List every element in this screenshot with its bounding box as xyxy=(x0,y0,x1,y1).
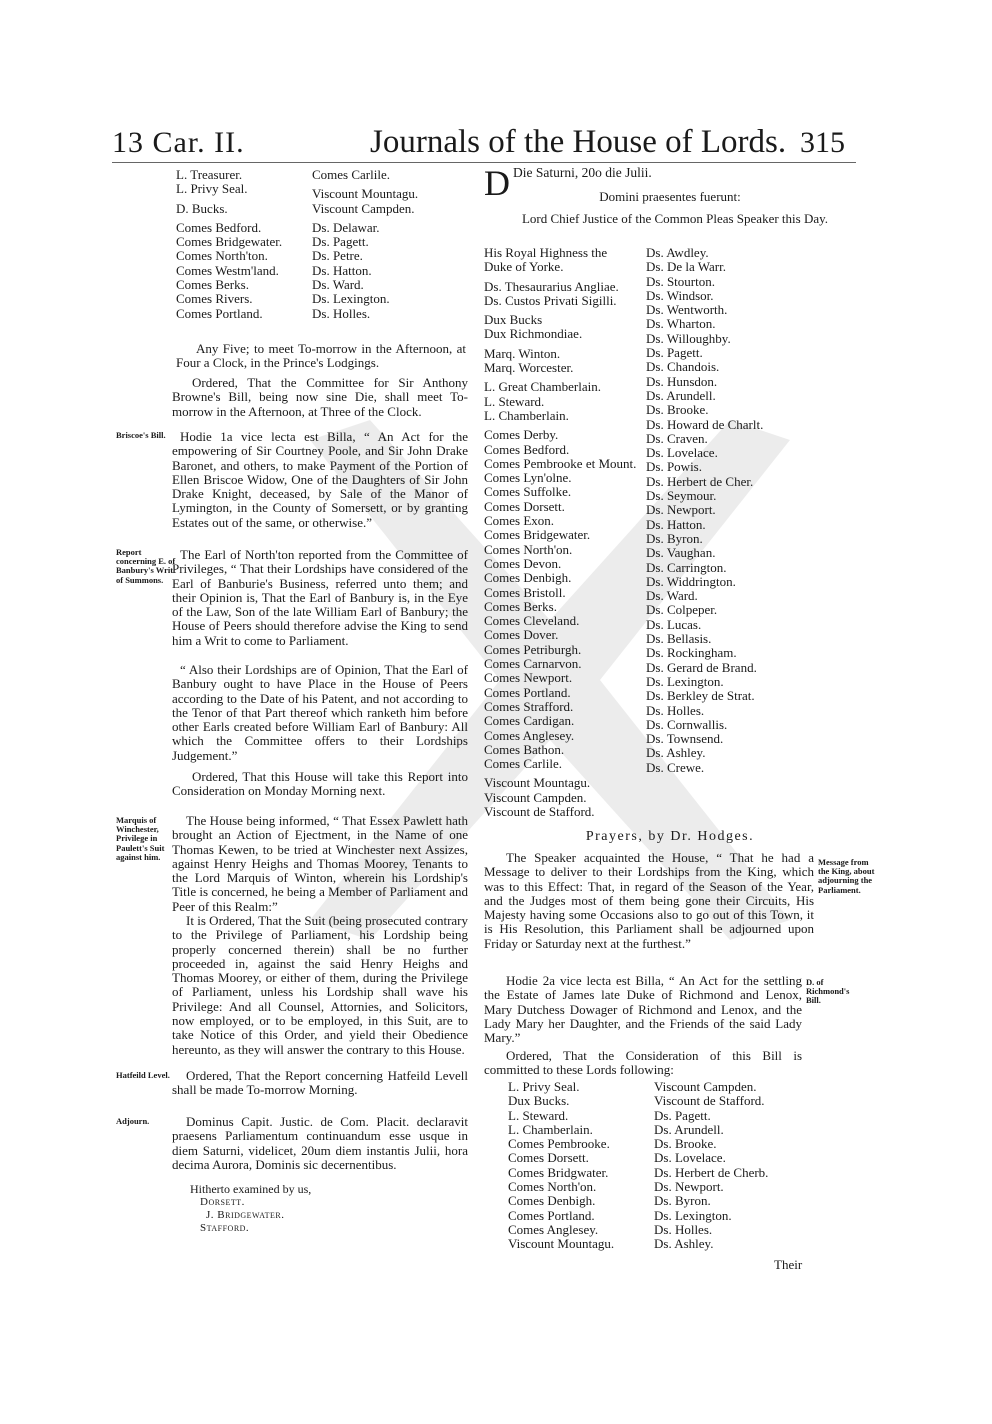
lord-present: Viscount Mountagu. xyxy=(484,775,591,791)
committee-member: Ds. Byron. xyxy=(654,1193,711,1209)
lord-present: Ds. Craven. xyxy=(646,430,708,446)
committee-member: Comes North'ton. xyxy=(176,248,268,264)
lord-present: Comes Bridgewater. xyxy=(484,527,591,543)
lord-present: L. Chamberlain. xyxy=(484,407,569,423)
lord-present: Marq. Worcester. xyxy=(484,360,574,376)
lord-present: Viscount de Stafford. xyxy=(484,803,595,819)
lord-present: Ds. Willoughby. xyxy=(646,330,731,346)
committee-member: Comes Berks. xyxy=(176,277,249,293)
lord-present: Comes Bedford. xyxy=(484,441,570,457)
lord-present: Comes Cleveland. xyxy=(484,613,580,629)
catchword: Their xyxy=(774,1257,803,1272)
signature: Stafford. xyxy=(200,1222,250,1234)
committee-member: Comes North'on. xyxy=(508,1179,597,1195)
ordered-browne-paragraph: Ordered, That the Committee for Sir Anthony Browne's Bill, being now sine Die, shall meet To-morrow in the Afternoon, at Three of the Clock. xyxy=(172,375,468,419)
margin-note-richmond: D. of Richmond's Bill. xyxy=(806,977,850,1006)
lord-present: Dux Richmondiae. xyxy=(484,326,583,342)
lord-present: Ds. Ward. xyxy=(646,588,698,604)
lord-present: Ds. De la Warr. xyxy=(646,259,726,275)
lord-present: Viscount Campden. xyxy=(484,789,587,805)
committee-member: D. Bucks. xyxy=(176,200,228,216)
lord-present: Comes Dover. xyxy=(484,627,559,643)
committee-member: Ds. Arundell. xyxy=(654,1121,724,1137)
committee-member: Comes Portland. xyxy=(508,1207,595,1223)
lord-present: Ds. Awdley. xyxy=(646,245,709,260)
lord-present: Ds. Holles. xyxy=(646,702,705,718)
committee-member: L. Chamberlain. xyxy=(508,1121,593,1137)
lord-present: Comes Petriburgh. xyxy=(484,641,582,657)
committee-member: Comes Bedford. xyxy=(176,219,262,235)
lord-present: Ds. Brooke. xyxy=(646,402,709,418)
committee-member: Comes Carlile. xyxy=(312,167,390,182)
signatures xyxy=(200,1196,400,1235)
lords-present-list-a xyxy=(484,246,644,819)
committee-member: Comes Westm'land. xyxy=(176,262,279,278)
lord-present: Comes Suffolke. xyxy=(484,484,572,500)
lord-present: Ds. Wharton. xyxy=(646,316,716,332)
lord-present: Comes Portland. xyxy=(484,684,571,700)
committee-member: Viscount Campden. xyxy=(654,1079,757,1094)
committee-member: Ds. Lexington. xyxy=(312,291,390,307)
committee-member: Comes Pembrooke. xyxy=(508,1136,610,1152)
running-head-title: Journals of the House of Lords. xyxy=(370,124,787,160)
committee-member: L. Privy Seal. xyxy=(508,1079,580,1094)
lord-present: Dux Bucks xyxy=(484,312,543,328)
prayers-heading: Prayers, by Dr. Hodges. xyxy=(585,829,755,844)
signature: J. Bridgewater. xyxy=(206,1209,285,1221)
page-number: 315 xyxy=(800,126,845,159)
lord-present: Comes Anglesey. xyxy=(484,727,575,743)
committee-member: Ds. Lovelace. xyxy=(654,1150,726,1166)
committee-member: Comes Anglesey. xyxy=(508,1221,599,1237)
committee-member: Ds. Hatton. xyxy=(312,262,372,278)
date-line: Die Saturni, 20o die Julii. xyxy=(513,165,652,180)
committee-member: Comes Bridgewater. xyxy=(176,234,283,250)
committee-member: Ds. Pagett. xyxy=(312,234,369,250)
margin-note-winchester: Marquis of Winchester, Privilege in Paulett's Suit against him. xyxy=(116,815,165,862)
lord-present: Comes Devon. xyxy=(484,555,562,571)
committee-list-c xyxy=(508,1080,648,1252)
drop-cap: D xyxy=(484,163,510,203)
lord-present: Ds. Wentworth. xyxy=(646,302,728,318)
lord-present: Comes Derby. xyxy=(484,427,559,443)
committee-member: L. Steward. xyxy=(508,1107,569,1123)
lord-present: Ds. Colpeper. xyxy=(646,602,718,618)
house-informed-paragraph: The House being informed, “ That Essex Pawlett hath brought an Action of Ejectment, in the Name of one Thomas Kewen, to be tried at Winchester next Assizes, against Henry Heighs and Thomas Moorey, Tenants to the Lord Marquis of Winton, wherein his Lordship's Title is concerned, he being a Member of Parliament and Peer of this Realm:” xyxy=(172,813,468,914)
committee-member: Comes Bridgwater. xyxy=(508,1164,609,1180)
lord-present: Ds. Powis. xyxy=(646,459,702,475)
committee-list-a xyxy=(176,168,306,321)
committee-member: Comes Denbigh. xyxy=(508,1193,596,1209)
speaker-line: Lord Chief Justice of the Common Pleas Speaker this Day. xyxy=(521,211,829,226)
committee-member: L. Treasurer. xyxy=(176,167,243,182)
speaker-acquainted-paragraph: The Speaker acquainted the House, “ That he had a Message to deliver to their Lordships from the King, which was to this Effect: That, in regard of the Season of the Year, and the Judges most of them being gone their Circuits, His Majesty having some Occasions also to go out of this Town, it is His Resolution, this Parliament shall be adjourned upon Friday or Saturday next at the furthest.” xyxy=(484,850,814,951)
lord-present: Comes Carnarvon. xyxy=(484,656,582,672)
lord-present: Ds. Lovelace. xyxy=(646,445,718,461)
lord-present: Ds. Cornwallis. xyxy=(646,716,728,732)
lord-present: Ds. Townsend. xyxy=(646,731,724,747)
committee-member: Ds. Newport. xyxy=(654,1179,724,1195)
committee-list-b xyxy=(312,168,462,321)
committee-member: Viscount Mountagu. xyxy=(312,186,419,202)
any-five-paragraph: Any Five; to meet To-morrow in the Afternoon, at Four a Clock, in the Prince's Lodgings. xyxy=(176,341,466,371)
lord-present: Ds. Byron. xyxy=(646,530,703,546)
lord-present: Ds. Thesaurarius Angliae. xyxy=(484,278,619,294)
lord-present: L. Great Chamberlain. xyxy=(484,379,601,395)
lord-present: Ds. Chandois. xyxy=(646,359,720,375)
committee-member: Viscount de Stafford. xyxy=(654,1093,765,1109)
lord-present: Ds. Seymour. xyxy=(646,488,717,504)
lord-present: Comes Bathon. xyxy=(484,741,565,757)
lord-present: Ds. Rockingham. xyxy=(646,645,737,661)
lord-present: His Royal Highness the xyxy=(484,245,608,260)
committee-member: Ds. Petre. xyxy=(312,248,363,264)
lord-present: Ds. Newport. xyxy=(646,502,716,518)
lord-present: Comes Lyn'olne. xyxy=(484,470,572,486)
lord-present: Comes Exon. xyxy=(484,513,555,529)
briscoe-bill-paragraph: Hodie 1a vice lecta est Billa, “ An Act for the empowering of Sir Courtney Poole, and Sir John Drake Baronet, and others, to make Payment of the Portion of Ellen Briscoe Widow, One of the Daughters of Sir John Drake Knight, deceased, by Sale of the Manor of Lymington, in the County of Somersett, or by granting Estates out of the same, or otherwise.” xyxy=(172,429,468,530)
committee-member: Comes Dorsett. xyxy=(508,1150,589,1166)
lord-present: Marq. Winton. xyxy=(484,345,561,361)
examined-line: Hitherto examined by us, xyxy=(190,1182,312,1196)
lord-present: Ds. Lucas. xyxy=(646,616,702,632)
committee-member: Comes Portland. xyxy=(176,305,263,321)
lord-present: Ds. Hatton. xyxy=(646,516,706,532)
lord-present: Ds. Howard de Charlt. xyxy=(646,416,764,432)
lord-present: Ds. Crewe. xyxy=(646,759,705,775)
adjourn-paragraph: Dominus Capit. Justic. de Com. Placit. declaravit praesens Parliamentum continuandum esse usque in diem Saturni, videlicet, 20um diem instantis Julii, hora decima Aurora, Dominis sic decernentibus. xyxy=(172,1114,468,1172)
lord-present: Ds. Vaughan. xyxy=(646,545,716,561)
lord-present: Ds. Pagett. xyxy=(646,345,703,361)
lord-present: Comes Berks. xyxy=(484,598,557,614)
committee-member: Ds. Pagett. xyxy=(654,1107,711,1123)
lord-present: Comes Carlile. xyxy=(484,756,562,772)
lord-present: Ds. Stourton. xyxy=(646,273,715,289)
committee-member: Ds. Brooke. xyxy=(654,1136,717,1152)
lord-present: Ds. Widdrington. xyxy=(646,573,736,589)
lord-present: Comes Pembrooke et Mount. xyxy=(484,455,637,471)
lord-present: Ds. Carrington. xyxy=(646,559,727,575)
committee-member: Ds. Holles. xyxy=(312,305,371,321)
committee-member: Ds. Lexington. xyxy=(654,1207,732,1223)
lord-present: Ds. Hunsdon. xyxy=(646,373,718,389)
committee-member: Comes Rivers. xyxy=(176,291,253,307)
lord-present: Comes Newport. xyxy=(484,670,573,686)
present-heading: Domini praesentes fuerunt: xyxy=(599,189,741,204)
margin-note-hatfield: Hatfeild Level. xyxy=(116,1070,170,1080)
lord-present: Ds. Herbert de Cher. xyxy=(646,473,754,489)
lord-present: Ds. Arundell. xyxy=(646,387,716,403)
lord-present: Ds. Lexington. xyxy=(646,673,724,689)
lords-present-list-b xyxy=(646,246,856,775)
ordered-committed-paragraph: Ordered, That the Consideration of this Bill is committed to these Lords following: xyxy=(484,1048,802,1078)
lord-present: L. Steward. xyxy=(484,393,545,409)
lord-present: Comes Bristoll. xyxy=(484,584,566,600)
lord-present: Comes Strafford. xyxy=(484,698,574,714)
hatfield-paragraph: Ordered, That the Report concerning Hatfeild Levell shall be made To-morrow Morning. xyxy=(172,1068,468,1098)
margin-note-adjourn: Adjourn. xyxy=(116,1116,150,1126)
margin-note-briscoe: Briscoe's Bill. xyxy=(116,430,166,440)
lord-present: Ds. Gerard de Brand. xyxy=(646,659,757,675)
margin-note-message: Message from the King, about adjourning the Parliament. xyxy=(818,857,875,895)
committee-member: Ds. Ward. xyxy=(312,277,364,293)
lord-present: Comes Denbigh. xyxy=(484,570,572,586)
richmond-bill-paragraph: Hodie 2a vice lecta est Billa, “ An Act for the settling the Estate of James late Duke of Richmond and Lenox, Mary Dutchess Dowager of Richmond and Lenox, and the Lady Mary her Daughter, and the Friends of the said Lady Mary.” xyxy=(484,973,802,1046)
committee-member: Viscount Mountagu. xyxy=(508,1236,615,1252)
committee-member: L. Privy Seal. xyxy=(176,181,248,197)
lord-present: Duke of Yorke. xyxy=(484,259,564,275)
lord-present: Ds. Bellasis. xyxy=(646,631,712,647)
banbury-report-paragraph-2: “ Also their Lordships are of Opinion, That the Earl of Banbury ought to have Place in the House of Peers according to the Date of his Patent, and not according to the Tenor of that Part thereof which ranketh him before other Earls created before William Earl of Banbury: All which the Committee offers to their Lordships Judgement.” xyxy=(172,662,468,763)
committee-member: Ds. Ashley. xyxy=(654,1236,714,1252)
margin-note-banbury: Report concerning E. of Banbury's Writ of Summons. xyxy=(116,547,176,585)
committee-member: Viscount Campden. xyxy=(312,200,415,216)
ordered-report-paragraph: Ordered, That this House will take this Report into Consideration on Monday Morning next. xyxy=(172,769,468,799)
running-head-left: 13 Car. II. xyxy=(112,126,245,159)
lord-present: Comes Dorsett. xyxy=(484,498,565,514)
committee-list-d xyxy=(654,1080,814,1252)
lord-present: Comes North'on. xyxy=(484,541,573,557)
lord-present: Ds. Custos Privati Sigilli. xyxy=(484,292,617,308)
signature: Dorsett. xyxy=(200,1196,245,1208)
banbury-report-paragraph: The Earl of North'ton reported from the Committee of Privileges, “ That their Lordships have considered of the Earl of Banburie's Business, referred unto them; and their Opinion is, That the Earl of Banbury is, in the Eye of the Law, Son of the late William Earl of Banbury; the House of Peers should therefore advise the King to send him a Writ to come to Parliament. xyxy=(172,547,468,648)
lord-present: Comes Cardigan. xyxy=(484,713,575,729)
it-is-ordered-paragraph: It is Ordered, That the Suit (being prosecuted contrary to the Privilege of Parliament, his Lordship being properly concerned therein) shall be no further proceeded in, against the said Henry Heighs and Thomas Moorey, or either of them, during the Privilege of Parliament, unless his Lordship shall wave his Privilege: And all Counsel, Attornies, and Solicitors, now employed, or to be employed, in this Suit, are to take Notice of this Order, and yield their Obedience hereunto, as they will answer the contrary to this House. xyxy=(172,913,468,1057)
committee-member: Dux Bucks. xyxy=(508,1093,570,1109)
committee-member: Ds. Delawar. xyxy=(312,219,380,235)
lord-present: Ds. Windsor. xyxy=(646,287,714,303)
committee-member: Ds. Herbert de Cherb. xyxy=(654,1164,769,1180)
committee-member: Ds. Holles. xyxy=(654,1221,713,1237)
lord-present: Ds. Ashley. xyxy=(646,745,706,761)
lord-present: Ds. Berkley de Strat. xyxy=(646,688,755,704)
